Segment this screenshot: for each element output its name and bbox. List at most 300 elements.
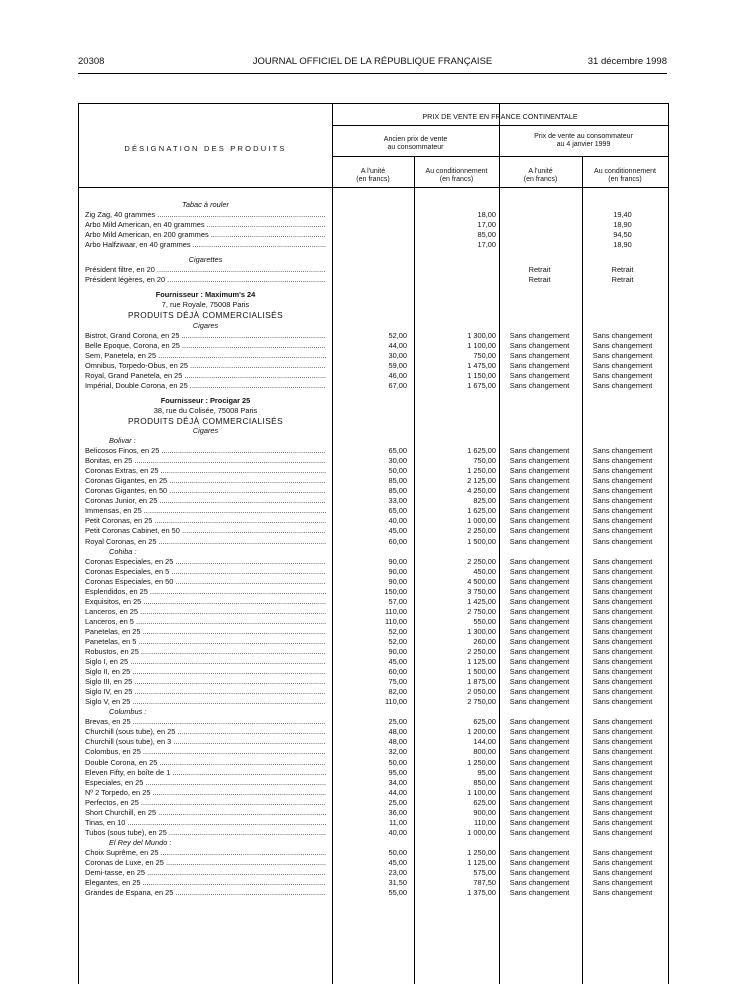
old-unit-price: 46,00 [388,370,407,380]
table-row [79,587,668,597]
product-name: Exquisitos, en 25 ..... [85,597,326,607]
new-unit-price: Sans changement [509,536,570,546]
old-pack-price: 850,00 [473,777,496,787]
product-name: Siglo III, en 25 ..... [85,677,326,687]
new-pack-price: Sans changement [592,446,653,456]
supplier-address-row [79,406,668,416]
table-row [79,476,668,486]
old-unit-price: 30,00 [388,350,407,360]
new-unit-price: Sans changement [509,767,570,777]
product-name: Immensas, en 25 ..... [85,506,326,516]
new-unit-price: Sans changement [509,596,570,606]
product-name: Tubos (sous tube), en 25 ..... [85,828,326,838]
table-row [79,361,668,371]
product-name: Tinas, en 10 ..... [85,818,326,828]
cond-line1: Au conditionnement [425,168,488,175]
new-unit-price: Sans changement [509,566,570,576]
table-row [79,275,668,285]
products-status-heading-row [79,310,668,320]
old-pack-price: 450,00 [473,566,496,576]
new-unit-price: Sans changement [509,858,570,867]
new-unit-price: Sans changement [509,647,570,657]
old-pack-price: 2 050,00 [467,687,496,697]
table-row [79,697,668,707]
new-pack-price: Sans changement [592,677,653,687]
product-name: Coronas Especiales, en 5 ..... [85,567,326,577]
old-pack-price: 625,00 [473,717,496,727]
new-pack-price: Sans changement [592,807,653,817]
new-unit-price: Sans changement [509,727,570,737]
old-unit-price: 44,00 [388,787,407,797]
ancien-prix-header [332,136,499,152]
new-pack-price: Sans changement [592,576,653,586]
new-unit-price: Sans changement [509,350,570,360]
price-table [78,103,669,984]
table-row [79,758,668,768]
table-row [79,265,668,275]
section-heading-row [79,426,668,436]
supplier-address-row [79,300,668,310]
old-unit-price: 25,00 [388,797,407,807]
table-row [79,516,668,526]
new-pack-price: 18,90 [613,240,632,250]
table-row [79,456,668,466]
old-pack-price: 787,50 [473,878,496,888]
table-row [79,240,668,250]
new-pack-price: 94,50 [613,230,632,240]
new-unit-price: Retrait [528,265,551,275]
product-name: Especiales, en 25 ..... [85,778,326,788]
old-unit-price: 48,00 [388,737,407,747]
header-rule-3 [79,187,668,188]
old-unit-price: 23,00 [388,868,407,878]
product-name: Arbo Mild American, en 40 grammes ..... [85,220,326,230]
product-name: Panetelas, en 25 ..... [85,627,326,637]
table-body [79,200,668,898]
new-pack-price: Sans changement [592,727,653,737]
new-pack-price: Sans changement [592,350,653,360]
new-unit-price: Sans changement [509,636,570,646]
new-unit-price: Sans changement [509,606,570,616]
new-pack-price: 19,40 [613,210,632,220]
new-unit-price: Retrait [528,275,551,285]
product-name: Churchill (sous tube), en 3 ..... [85,737,326,747]
product-name: Perfectos, en 25 ..... [85,798,326,808]
product-name: Sem, Panetela, en 25 ..... [85,351,326,361]
new-unit-price: Sans changement [509,717,570,727]
product-name: Royal Coronas, en 25 ..... [85,537,326,547]
new-unit-price: Sans changement [509,360,570,370]
old-pack-price: 1 250,00 [467,466,496,476]
section-heading: Cigares [192,320,219,330]
old-unit-price: 31,50 [388,878,407,888]
new-pack-price: 18,90 [613,220,632,230]
supplier-name-row [79,290,668,300]
product-name: Nº 2 Torpedo, en 25 ..... [85,788,326,798]
new-unit-price: Sans changement [509,576,570,586]
new-pack-price: Sans changement [592,717,653,727]
table-row [79,647,668,657]
new-pack-price: Sans changement [592,476,653,486]
new-unit-price: Sans changement [509,847,570,857]
new-unit-price: Sans changement [509,456,570,466]
new-unit-price: Sans changement [509,330,570,340]
old-pack-price: 1 250,00 [467,847,496,857]
old-unit-price: 85,00 [388,486,407,496]
new-unit-price: Sans changement [509,657,570,667]
new-pack-price: Sans changement [592,817,653,827]
table-row [79,798,668,808]
new-pack-price: Sans changement [592,380,653,390]
product-name: Lanceros, en 25 ..... [85,607,326,617]
old-pack-price: 1 150,00 [467,370,496,380]
old-unit-price: 45,00 [388,858,407,867]
table-row [79,607,668,617]
brand-heading-row [79,707,668,717]
old-pack-price: 17,00 [477,220,496,230]
table-row [79,567,668,577]
old-pack-price: 4 250,00 [467,486,496,496]
cond-line1: Au conditionnement [594,168,656,175]
table-row [79,577,668,587]
product-name: Arbo Halfzwaar, en 40 grammes ..... [85,240,326,250]
product-name: Coronas Gigantes, en 25 ..... [85,476,326,486]
product-name: Petit Coronas Cabinet, en 50 ..... [85,526,326,536]
section-heading: Cigares [192,425,219,435]
table-row [79,677,668,687]
product-name: Siglo IV, en 25 ..... [85,687,326,697]
table-row [79,788,668,798]
old-unit-price: 48,00 [388,727,407,737]
old-pack-price: 95,00 [477,767,496,777]
old-unit-price: 52,00 [388,626,407,636]
brand-heading-row [79,547,668,557]
table-row [79,371,668,381]
old-pack-price: 1 300,00 [467,330,496,340]
product-name: Petit Coronas, en 25 ..... [85,516,326,526]
old-unit-price: 75,00 [388,677,407,687]
table-row [79,657,668,667]
old-unit-price: 65,00 [388,506,407,516]
new-pack-price: Sans changement [592,456,653,466]
old-pack-price: 2 250,00 [467,647,496,657]
new-unit-price: Sans changement [509,807,570,817]
table-row [79,717,668,727]
section-heading: Tabac à rouler [182,200,229,209]
brand-heading: Bolivar : [109,436,136,446]
old-unit-price: 65,00 [388,446,407,456]
brand-heading: Cohiba : [109,546,137,556]
new-unit-price: Sans changement [509,757,570,767]
product-name: Choix Suprême, en 25 ..... [85,848,326,858]
old-pack-price: 1 425,00 [467,596,496,606]
product-name: Président légères, en 20 ..... [85,275,326,285]
old-pack-price: 1 125,00 [467,858,496,867]
old-pack-price: 550,00 [473,616,496,626]
old-pack-price: 1 200,00 [467,727,496,737]
new-pack-price: Sans changement [592,466,653,476]
new-pack-price: Sans changement [592,697,653,707]
table-row [79,486,668,496]
unite-line2: (en francs) [523,176,558,183]
new-pack-price: Sans changement [592,516,653,526]
header-rule-1 [332,125,668,126]
product-name: Coronas Especiales, en 50 ..... [85,577,326,587]
cond-line2: (en francs) [608,176,642,183]
page-header [78,56,667,70]
new-pack-price: Sans changement [592,888,653,898]
new-pack-price: Sans changement [592,606,653,616]
products-status-heading-row [79,416,668,426]
table-row [79,557,668,567]
old-pack-price: 825,00 [473,496,496,506]
old-pack-price: 625,00 [473,797,496,807]
cond-header-old [414,168,499,184]
old-unit-price: 90,00 [388,647,407,657]
product-name: Siglo V, en 25 ..... [85,697,326,707]
product-name: Président filtre, en 20 ..... [85,265,326,275]
new-pack-price: Sans changement [592,667,653,677]
supplier-address: 38, rue du Colisée, 75008 Paris [153,405,258,415]
old-unit-price: 67,00 [388,380,407,390]
new-pack-price: Sans changement [592,827,653,837]
new-unit-price: Sans changement [509,827,570,837]
unite-line2: (en francs) [356,176,390,183]
table-row [79,381,668,391]
product-name: Esplendidos, en 25 ..... [85,587,326,597]
product-name: Royal, Grand Panetela, en 25 ..... [85,371,326,381]
table-row [79,888,668,898]
old-unit-price: 50,00 [388,757,407,767]
new-pack-price: Sans changement [592,757,653,767]
product-name: Eleven Fifty, en boîte de 1 ..... [85,768,326,778]
product-name: Omnibus, Torpedo-Obus, en 25 ..... [85,361,326,371]
new-unit-price: Sans changement [509,370,570,380]
new-unit-price: Sans changement [509,526,570,536]
new-unit-price: Sans changement [509,787,570,797]
new-pack-price: Sans changement [592,536,653,546]
table-row [79,230,668,240]
product-name: Robustos, en 25 ..... [85,647,326,657]
old-pack-price: 750,00 [473,350,496,360]
table-row [79,737,668,747]
product-name: Short Churchill, en 25 ..... [85,808,326,818]
new-unit-price: Sans changement [509,697,570,707]
old-pack-price: 2 250,00 [467,556,496,566]
old-unit-price: 90,00 [388,566,407,576]
table-row [79,446,668,456]
old-unit-price: 60,00 [388,536,407,546]
new-pack-price: Sans changement [592,777,653,787]
table-row [79,331,668,341]
old-unit-price: 82,00 [388,687,407,697]
new-unit-price: Sans changement [509,496,570,506]
table-row [79,828,668,838]
new-pack-price: Retrait [611,265,634,275]
old-unit-price: 110,00 [384,697,407,707]
old-pack-price: 4 500,00 [467,576,496,586]
new-pack-price: Sans changement [592,858,653,867]
new-unit-price: Sans changement [509,797,570,807]
new-unit-price: Sans changement [509,616,570,626]
brand-heading-row [79,838,668,848]
new-pack-price: Sans changement [592,340,653,350]
product-name: Double Corona, en 25 ..... [85,758,326,768]
old-pack-price: 800,00 [473,747,496,757]
old-pack-price: 2 750,00 [467,697,496,707]
new-pack-price: Sans changement [592,370,653,380]
ancien-line2: au consommateur [387,144,444,151]
brand-heading: El Rey del Mundo : [109,837,172,847]
new-unit-price: Sans changement [509,466,570,476]
brand-heading: Columbus : [109,707,147,717]
product-name: Bistrot, Grand Corona, en 25 ..... [85,331,326,341]
old-pack-price: 1 100,00 [467,787,496,797]
table-row [79,597,668,607]
table-row [79,747,668,757]
new-unit-price: Sans changement [509,506,570,516]
unite-header-old [332,168,414,184]
product-name: Bonitas, en 25 ..... [85,456,326,466]
product-name: Zig Zag, 40 grammes ..... [85,210,326,220]
old-pack-price: 17,00 [477,240,496,250]
table-row [79,466,668,476]
table-row [79,858,668,868]
old-pack-price: 1 625,00 [467,446,496,456]
supplier-address: 7, rue Royale, 75008 Paris [161,300,250,310]
old-unit-price: 52,00 [388,636,407,646]
cond-header-new [582,168,668,184]
old-pack-price: 1 250,00 [467,757,496,767]
old-pack-price: 260,00 [473,636,496,646]
new-unit-price: Sans changement [509,486,570,496]
old-unit-price: 55,00 [388,888,407,898]
product-name: Coronas Especiales, en 25 ..... [85,557,326,567]
old-unit-price: 110,00 [384,606,407,616]
new-unit-price: Sans changement [509,747,570,757]
section-heading: Cigarettes [188,255,223,265]
new-unit-price: Sans changement [509,687,570,697]
nouveau-line2: au 4 janvier 1999 [556,141,611,148]
new-pack-price: Sans changement [592,330,653,340]
product-name: Arbo Mild American, en 200 grammes ..... [85,230,326,240]
new-pack-price: Sans changement [592,566,653,576]
product-name: Colombus, en 25 ..... [85,747,326,757]
unite-line1: A l'unité [360,168,386,175]
product-name: Belicosos Finos, en 25 ..... [85,446,326,456]
new-pack-price: Sans changement [592,596,653,606]
product-name: Panetelas, en 5 ..... [85,637,326,647]
old-unit-price: 52,00 [388,330,407,340]
new-unit-price: Sans changement [509,446,570,456]
table-row [79,727,668,737]
old-unit-price: 59,00 [388,360,407,370]
old-unit-price: 40,00 [388,827,407,837]
new-pack-price: Sans changement [592,868,653,878]
new-unit-price: Sans changement [509,677,570,687]
table-row [79,537,668,547]
old-pack-price: 1 100,00 [467,340,496,350]
old-unit-price: 57,00 [388,596,407,606]
new-unit-price: Sans changement [509,737,570,747]
old-unit-price: 34,00 [388,777,407,787]
table-row [79,351,668,361]
unite-line1: A l'unité [528,168,553,175]
old-pack-price: 1 500,00 [467,667,496,677]
old-pack-price: 1 875,00 [467,677,496,687]
new-pack-price: Sans changement [592,737,653,747]
old-unit-price: 36,00 [388,807,407,817]
new-unit-price: Sans changement [509,868,570,878]
table-row [79,687,668,697]
old-pack-price: 2 250,00 [467,526,496,536]
new-unit-price: Sans changement [509,516,570,526]
old-pack-price: 1 500,00 [467,536,496,546]
table-row [79,496,668,506]
old-unit-price: 60,00 [388,667,407,677]
new-unit-price: Sans changement [509,476,570,486]
table-row [79,341,668,351]
new-pack-price: Sans changement [592,747,653,757]
product-name: Belle Epoque, Corona, en 25 ..... [85,341,326,351]
old-pack-price: 2 125,00 [467,476,496,486]
table-row [79,637,668,647]
old-pack-price: 1 125,00 [467,657,496,667]
new-pack-price: Sans changement [592,787,653,797]
brand-heading-row [79,436,668,446]
old-unit-price: 44,00 [388,340,407,350]
product-name: Siglo II, en 25 ..... [85,667,326,677]
old-unit-price: 110,00 [384,616,407,626]
old-unit-price: 45,00 [388,526,407,536]
product-name: Elegantes, en 25 ..... [85,878,326,888]
designation-header: DÉSIGNATION DES PRODUITS [124,144,287,153]
old-pack-price: 750,00 [473,456,496,466]
section-heading-row [79,321,668,331]
new-pack-price: Sans changement [592,647,653,657]
old-unit-price: 40,00 [388,516,407,526]
header-rule-2 [332,156,668,157]
new-pack-price: Sans changement [592,797,653,807]
old-pack-price: 1 375,00 [467,888,496,898]
new-pack-price: Retrait [611,275,634,285]
new-pack-price: Sans changement [592,657,653,667]
old-pack-price: 110,00 [473,817,496,827]
old-pack-price: 1 475,00 [467,360,496,370]
table-row [79,868,668,878]
new-unit-price: Sans changement [509,888,570,898]
ancien-line1: Ancien prix de vente [383,136,448,143]
old-pack-price: 1 625,00 [467,506,496,516]
section-heading-row [79,255,668,265]
product-name: Siglo I, en 25 ..... [85,657,326,667]
new-pack-price: Sans changement [592,687,653,697]
new-unit-price: Sans changement [509,556,570,566]
old-pack-price: 18,00 [477,210,496,220]
new-pack-price: Sans changement [592,878,653,888]
product-name: Coronas Gigantes, en 50 ..... [85,486,326,496]
products-status-heading: PRODUITS DÉJÀ COMMERCIALISÉS [127,415,284,426]
table-row [79,768,668,778]
publication-date: 31 décembre 1998 [587,56,667,67]
new-unit-price: Sans changement [509,667,570,677]
old-pack-price: 2 750,00 [467,606,496,616]
new-pack-price: Sans changement [592,767,653,777]
new-unit-price: Sans changement [509,817,570,827]
new-pack-price: Sans changement [592,486,653,496]
unite-header-new [499,168,582,184]
table-row [79,667,668,677]
